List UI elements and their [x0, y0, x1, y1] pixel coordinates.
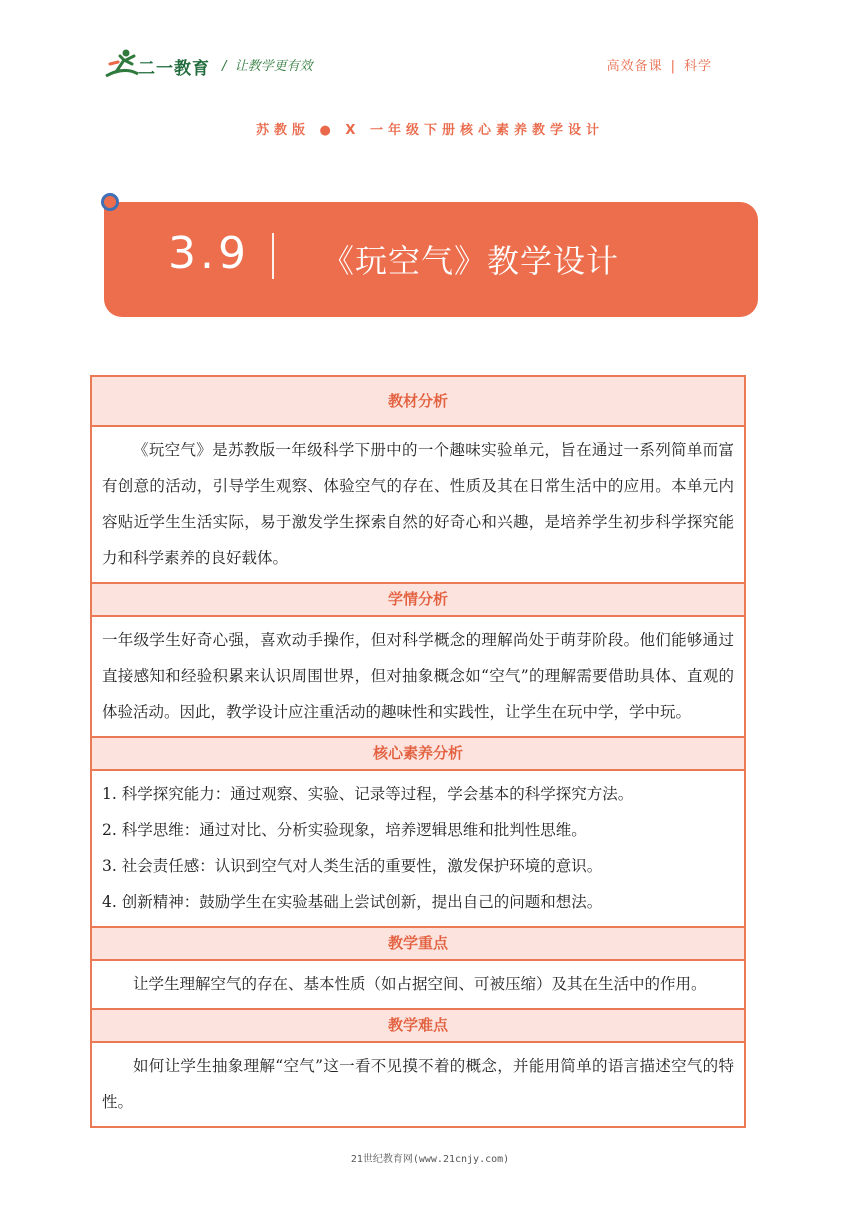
banner-dot-icon [101, 193, 119, 211]
banner-divider [272, 233, 274, 279]
section-body-core-literacy [92, 771, 744, 928]
lesson-plan-table [90, 375, 746, 1128]
slogan-text: 让教学更有效 [234, 59, 313, 74]
section-heading-students: 学情分析 [92, 584, 744, 617]
section-heading-material: 教材分析 [92, 377, 744, 427]
section-heading-core-literacy: 核心素养分析 [92, 738, 744, 771]
section-body-material: 《玩空气》是苏教版一年级科学下册中的一个趣味实验单元，旨在通过一系列简单而富有创意的活动，引导学生观察、体验空气的存在、性质及其在日常生活中的应用。本单元内容贴近学生生活实际，易于激发学生探索自然的好奇心和兴趣，是培养学生初步科学探究能力和科学素养的良好载体。 [92, 427, 744, 584]
page-footer: 21世纪教育网(www.21cnjy.com) [350, 1154, 510, 1165]
list-item: 1. 科学探究能力：通过观察、实验、记录等过程，学会基本的科学探究方法。 [102, 785, 634, 803]
logo-text: 二一教育 [138, 59, 210, 79]
list-item: 4. 创新精神：鼓励学生在实验基础上尝试创新，提出自己的问题和想法。 [102, 893, 603, 911]
page-header [0, 0, 860, 90]
document-subtitle: 苏教版 ● X 一年级下册核心素养教学设计 [256, 123, 604, 138]
section-body-difficulties: 如何让学生抽象理解“空气”这一看不见摸不着的概念，并能用简单的语言描述空气的特性。 [102, 1057, 734, 1111]
header-separator: | [670, 59, 676, 74]
list-item: 3. 社会责任感：认识到空气对人类生活的重要性，激发保护环境的意识。 [102, 857, 603, 875]
header-category [607, 55, 712, 74]
lesson-title: 《玩空气》教学设计 [322, 242, 620, 280]
slash-divider: / [222, 59, 227, 74]
section-heading-key-points: 教学重点 [92, 928, 744, 961]
header-category-left: 高效备课 [606, 59, 663, 74]
list-item: 2. 科学思维：通过对比、分析实验现象，培养逻辑思维和批判性思维。 [102, 821, 587, 839]
slogan [222, 55, 313, 74]
section-heading-difficulties: 教学难点 [92, 1010, 744, 1043]
header-category-right: 科学 [683, 59, 712, 74]
section-body-key-points: 让学生理解空气的存在、基本性质（如占据空间、可被压缩）及其在生活中的作用。 [92, 961, 744, 1010]
section-body-students: 一年级学生好奇心强，喜欢动手操作，但对科学概念的理解尚处于萌芽阶段。他们能够通过直接感知和经验积累来认识周围世界，但对抽象概念如“空气”的理解需要借助具体、直观的体验活动。因此，教学设计应注重活动的趣味性和实践性，让学生在玩中学，学中玩。 [92, 617, 744, 738]
lesson-number: 3.9 [168, 228, 250, 279]
